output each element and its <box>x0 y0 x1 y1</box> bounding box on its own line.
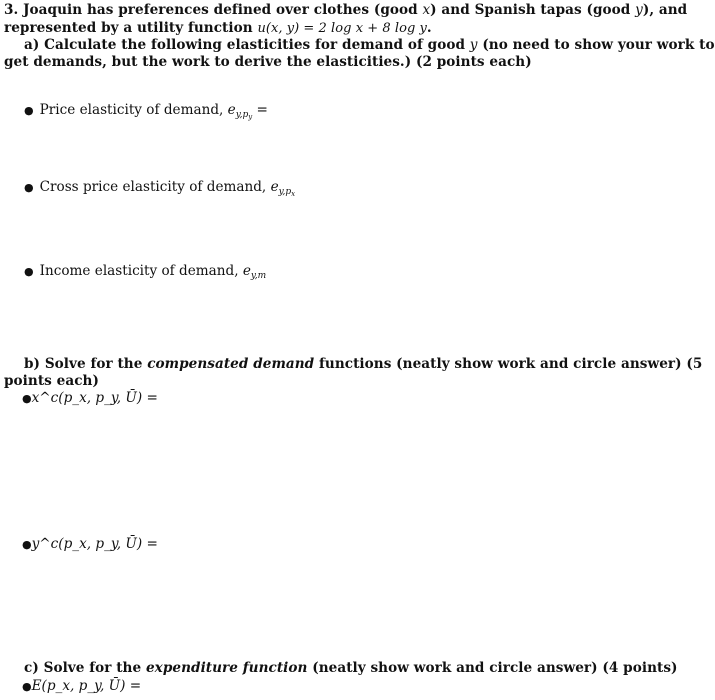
part-c-heading: c) Solve for the expenditure function (neatly show work and circle answer) (4 points) <box>24 660 678 676</box>
part-b-heading-line-1: b) Solve for the compensated demand functions (neatly show work and circle answer) (5 <box>24 356 703 372</box>
utility-function: u(x, y) = 2 log x + 8 log y <box>257 21 427 36</box>
part-a-item-cross-price-elasticity: ● Cross price elasticity of demand, $e_{y,px}$ <box>24 179 296 198</box>
problem-intro-line-1: 3. Joaquin has preferences defined over clothes (good x) and Spanish tapas (good y), and <box>4 2 688 18</box>
problem-intro-line-2: represented by a utility function u(x, y) = 2 log x + 8 log y. <box>4 20 432 36</box>
part-a-heading-line-1: a) Calculate the following elasticities for demand of good y (no need to show your work to <box>24 37 715 53</box>
part-a-item-price-elasticity: ● Price elasticity of demand, $e_{y,py}$ = <box>24 102 268 121</box>
expenditure-function: ●E(p_x, p_y, Ū) = <box>22 678 142 694</box>
part-b-heading-line-2: points each) <box>4 373 99 389</box>
compensated-demand-x: ●x^c(p_x, p_y, Ū) = <box>22 390 158 406</box>
compensated-demand-y: ●y^c(p_x, p_y, Ū) = <box>22 536 158 552</box>
bullet-icon: ● <box>22 538 32 551</box>
part-a-heading-line-2: get demands, but the work to derive the elasticities.) (2 points each) <box>4 54 532 70</box>
bullet-icon: ● <box>22 392 32 405</box>
bullet-icon: ● <box>24 104 34 117</box>
bullet-icon: ● <box>24 181 34 194</box>
bullet-icon: ● <box>22 680 32 693</box>
part-a-item-income-elasticity: ● Income elasticity of demand, $e_{y,m}$ <box>24 263 267 281</box>
bullet-icon: ● <box>24 265 34 278</box>
